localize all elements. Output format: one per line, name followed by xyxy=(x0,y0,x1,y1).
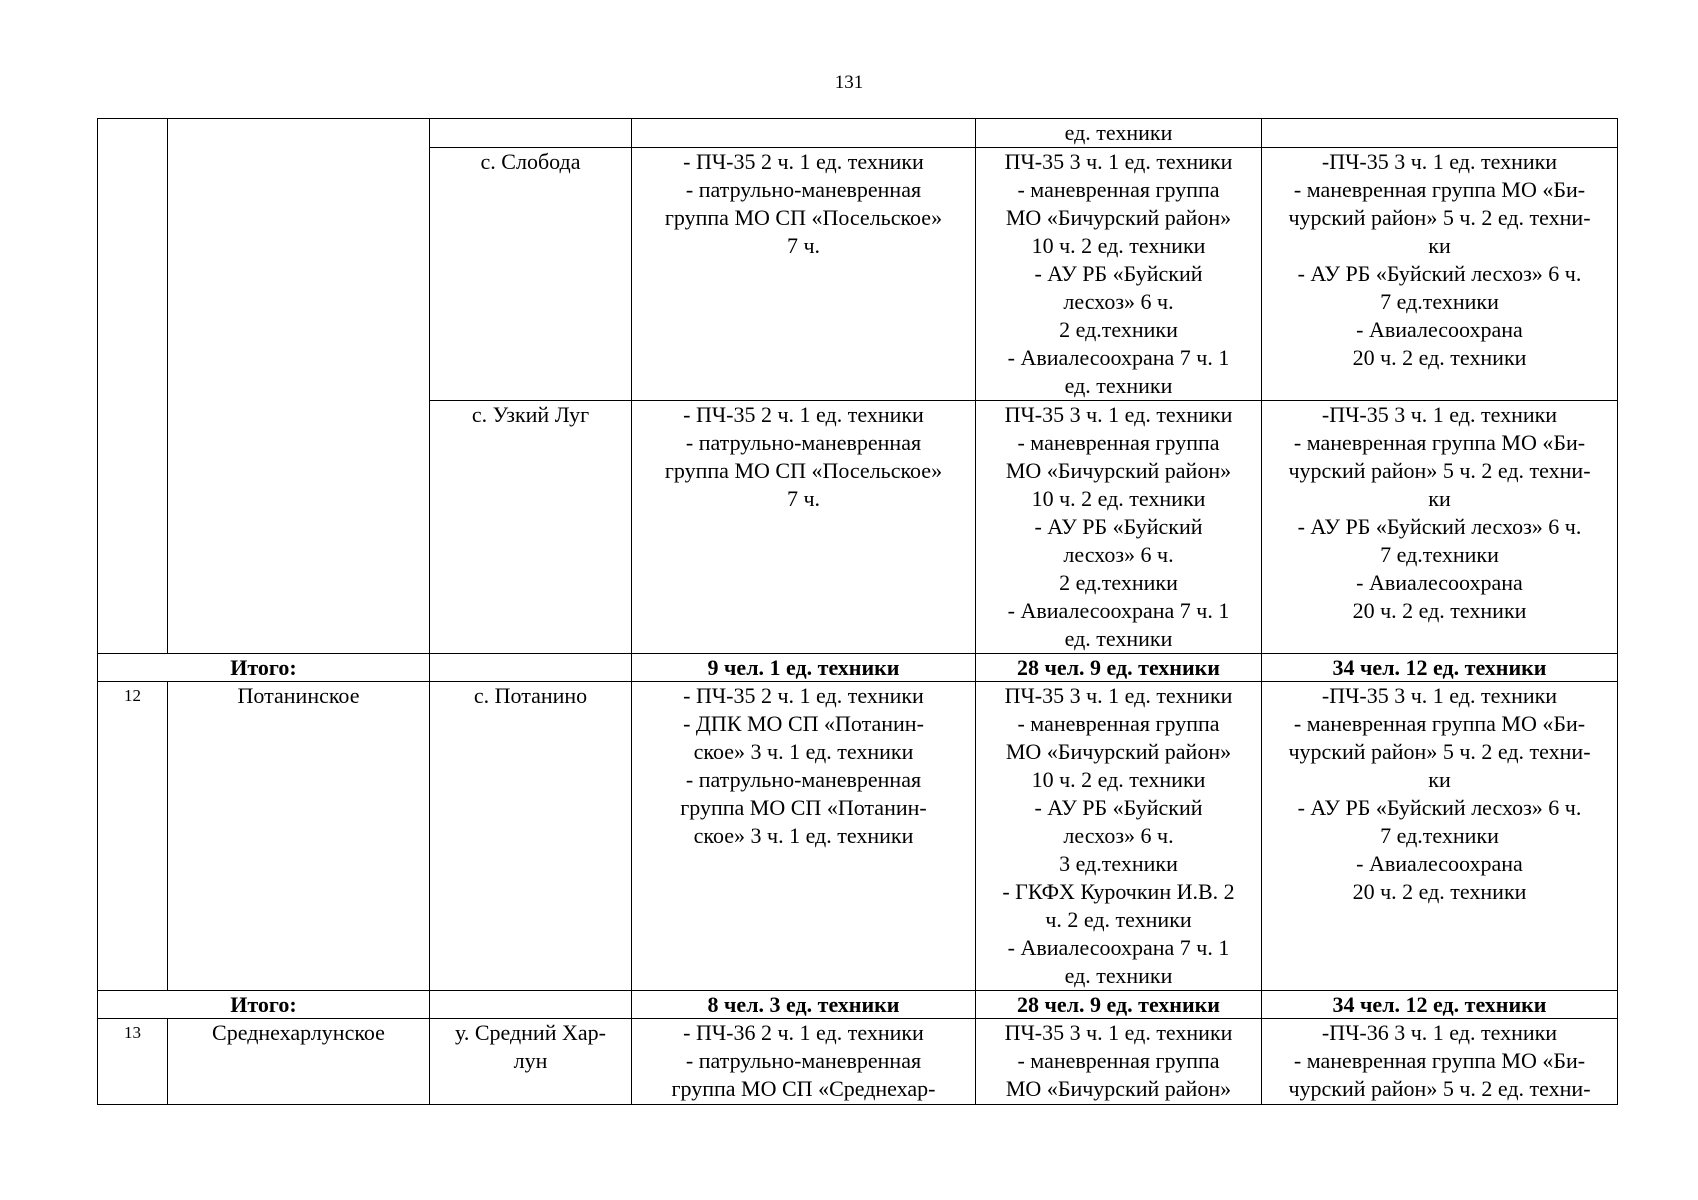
total-forces-third: 34 чел. 12 ед. техники xyxy=(1262,991,1618,1019)
forces-cell-second: ПЧ-35 3 ч. 1 ед. техники - маневренная группа МО «Бичурский район» 10 ч. 2 ед. техники - АУ РБ «Буйский лесхоз» 6 ч. 3 ед.техники - ГКФХ Курочкин И.В. 2 ч. 2 ед. техники - Авиалесоохрана 7 ч. 1 ед. техники xyxy=(976,682,1262,991)
total-settlement-cell xyxy=(430,654,632,682)
settlement-cell: с. Узкий Луг xyxy=(430,401,632,654)
total-forces-third: 34 чел. 12 ед. техники xyxy=(1262,654,1618,682)
forces-cell-first xyxy=(632,119,976,148)
table-row xyxy=(98,119,1618,148)
forces-cell-third: -ПЧ-35 3 ч. 1 ед. техники - маневренная группа МО «Би- чурский район» 5 ч. 2 ед. техни- ки - АУ РБ «Буйский лесхоз» 6 ч. 7 ед.техники - Авиалесоохрана 20 ч. 2 ед. техники xyxy=(1262,148,1618,401)
total-forces-second: 28 чел. 9 ед. техники xyxy=(976,654,1262,682)
forces-cell-second: ед. техники xyxy=(976,119,1262,148)
forces-cell-first: - ПЧ-35 2 ч. 1 ед. техники - патрульно-маневренная группа МО СП «Посельское» 7 ч. xyxy=(632,148,976,401)
municipality-cell xyxy=(168,119,430,654)
total-settlement-cell xyxy=(430,991,632,1019)
forces-cell-third: -ПЧ-35 3 ч. 1 ед. техники - маневренная группа МО «Би- чурский район» 5 ч. 2 ед. техни- ки - АУ РБ «Буйский лесхоз» 6 ч. 7 ед.техники - Авиалесоохрана 20 ч. 2 ед. техники xyxy=(1262,401,1618,654)
settlement-cell: с. Потанино xyxy=(430,682,632,991)
forces-cell-first: - ПЧ-35 2 ч. 1 ед. техники - ДПК МО СП «Потанин- ское» 3 ч. 1 ед. техники - патрульно-маневренная группа МО СП «Потанин- ское» 3 ч. 1 ед. техники xyxy=(632,682,976,991)
forces-cell-third xyxy=(1262,119,1618,148)
total-forces-second: 28 чел. 9 ед. техники xyxy=(976,991,1262,1019)
settlement-cell: с. Слобода xyxy=(430,148,632,401)
number-cell xyxy=(98,119,168,654)
table-row xyxy=(98,1019,1618,1105)
municipality-cell: Потанинское xyxy=(168,682,430,991)
total-label: Итого: xyxy=(98,654,430,682)
forces-cell-third: -ПЧ-36 3 ч. 1 ед. техники - маневренная группа МО «Би- чурский район» 5 ч. 2 ед. техни- xyxy=(1262,1019,1618,1105)
total-forces-first: 8 чел. 3 ед. техники xyxy=(632,991,976,1019)
forces-cell-third: -ПЧ-35 3 ч. 1 ед. техники - маневренная группа МО «Би- чурский район» 5 ч. 2 ед. техни- ки - АУ РБ «Буйский лесхоз» 6 ч. 7 ед.техники - Авиалесоохрана 20 ч. 2 ед. техники xyxy=(1262,682,1618,991)
total-forces-first: 9 чел. 1 ед. техники xyxy=(632,654,976,682)
response-forces-table xyxy=(97,118,1618,1105)
forces-cell-first: - ПЧ-36 2 ч. 1 ед. техники - патрульно-маневренная группа МО СП «Среднехар- xyxy=(632,1019,976,1105)
number-cell: 12 xyxy=(98,682,168,991)
total-label: Итого: xyxy=(98,991,430,1019)
total-row xyxy=(98,991,1618,1019)
forces-cell-first: - ПЧ-35 2 ч. 1 ед. техники - патрульно-маневренная группа МО СП «Посельское» 7 ч. xyxy=(632,401,976,654)
forces-cell-second: ПЧ-35 3 ч. 1 ед. техники - маневренная группа МО «Бичурский район» 10 ч. 2 ед. техники - АУ РБ «Буйский лесхоз» 6 ч. 2 ед.техники - Авиалесоохрана 7 ч. 1 ед. техники xyxy=(976,148,1262,401)
number-cell: 13 xyxy=(98,1019,168,1105)
municipality-cell: Среднехарлунское xyxy=(168,1019,430,1105)
page-number: 131 xyxy=(834,72,864,93)
forces-cell-second: ПЧ-35 3 ч. 1 ед. техники - маневренная группа МО «Бичурский район» xyxy=(976,1019,1262,1105)
settlement-cell xyxy=(430,119,632,148)
forces-cell-second: ПЧ-35 3 ч. 1 ед. техники - маневренная группа МО «Бичурский район» 10 ч. 2 ед. техники - АУ РБ «Буйский лесхоз» 6 ч. 2 ед.техники - Авиалесоохрана 7 ч. 1 ед. техники xyxy=(976,401,1262,654)
settlement-cell: у. Средний Хар- лун xyxy=(430,1019,632,1105)
total-row xyxy=(98,654,1618,682)
table-row xyxy=(98,682,1618,991)
